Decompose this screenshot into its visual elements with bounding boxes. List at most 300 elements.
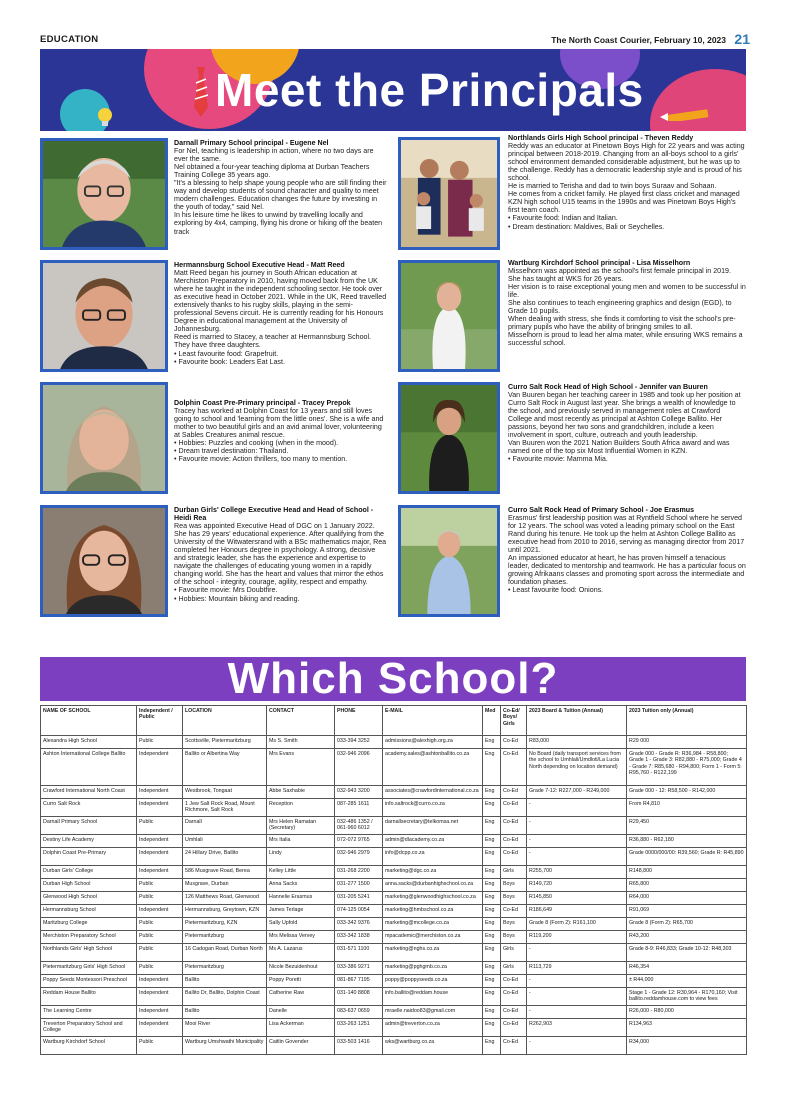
table-row	[41, 892, 747, 905]
bulb-icon	[96, 107, 114, 129]
table-cell: Grade 8-9: R46,833; Grade 10-12: R48,303	[627, 944, 747, 962]
principal-profile-heidi-rea	[174, 506, 388, 603]
table-cell: Destiny Life Academy	[41, 835, 137, 848]
table-cell: Co-Ed	[501, 988, 527, 1006]
table-cell: R64,000	[627, 892, 747, 905]
column-header: CONTACT	[267, 706, 335, 736]
table-cell: Grade 0000/000/00: R39,560; Grade R: R45,890	[627, 848, 747, 866]
profile-paragraph: Tracey has worked at Dolphin Coast for 13 years and still loves going to school and 'learning from the little ones'. She is a wife and mother to two beautiful girls and an avid animal lover, volunteering at Sables Creatures animal rescue.	[174, 407, 384, 440]
table-cell: Independent	[137, 975, 183, 988]
table-cell: Anna Sacks	[267, 879, 335, 892]
table-cell: Girls	[501, 962, 527, 975]
table-cell: Durban High School	[41, 879, 137, 892]
profile-title: Darnall Primary School principal - Eugene Nel	[174, 139, 329, 147]
table-cell: 074-125 0054	[335, 905, 383, 918]
table-cell: Eng	[483, 988, 501, 1006]
table-cell: marketing@hmbschool.co.za	[383, 905, 483, 918]
table-cell: Abbe Saxhabie	[267, 786, 335, 799]
table-cell: R186,649	[527, 905, 627, 918]
table-cell: admin@treverton.co.za	[383, 1019, 483, 1037]
table-cell: Eng	[483, 944, 501, 962]
table-cell: Westbrook, Tongaat	[183, 786, 267, 799]
table-cell: Lindy	[267, 848, 335, 866]
table-cell: Eng	[483, 975, 501, 988]
table-cell: 081-867 7195	[335, 975, 383, 988]
profile-paragraph: • Favourite movie: Action thrillers, too many to mention.	[174, 455, 348, 464]
table-cell: Grade 000 - 12: R58,500 - R142,000	[627, 786, 747, 799]
which-school-banner	[40, 654, 746, 703]
table-cell: Public	[137, 944, 183, 962]
page-number: 21	[734, 31, 750, 47]
table-cell: 032-946 2096	[335, 749, 383, 786]
table-cell: Eng	[483, 866, 501, 879]
table-cell: No Board (daily transport services from the school to Umhlali/Umdloti/La Lucia North depending on location demand)	[527, 749, 627, 786]
table-cell: Mrs Melissa Vervey	[267, 931, 335, 944]
pen-icon	[660, 105, 716, 121]
table-cell: Caitlin Govender	[267, 1037, 335, 1055]
table-cell: 033-503 1416	[335, 1037, 383, 1055]
table-cell: From R4,810	[627, 799, 747, 817]
table-cell: 033-386 9271	[335, 962, 383, 975]
profile-paragraph: • Favourite movie: Mrs Doubtfire.	[174, 586, 278, 595]
table-cell: -	[527, 1006, 627, 1019]
table-cell: 032-946 2979	[335, 848, 383, 866]
table-cell: R46,354	[627, 962, 747, 975]
table-cell: -	[527, 799, 627, 817]
table-cell: Hermannsburg, Greytown, KZN	[183, 905, 267, 918]
table-cell: Reception	[267, 799, 335, 817]
table-row	[41, 1006, 747, 1019]
table-cell: Ballito	[183, 1006, 267, 1019]
principal-photo-matt-reed	[40, 260, 168, 372]
table-cell: 087-285 1611	[335, 799, 383, 817]
profile-title: Curro Salt Rock Head of Primary School - Joe Erasmus	[508, 506, 695, 514]
table-cell: info.ballito@reddam.house	[383, 988, 483, 1006]
profile-paragraph: • Hobbies: Puzzles and cooking (when in the mood).	[174, 439, 339, 448]
table-cell: Eng	[483, 786, 501, 799]
decorative-blob	[650, 69, 746, 131]
profile-paragraph: Matt Reed began his journey in South African education at Merchiston Preparatory in 2010, having moved back from the UK where he taught in the independent schooling sector. He took over as executive head in October 2021. While in the UK, Reed travelled extensively thanks to his rugby skills, playing in the semi-professional Sevens circuit. He is currently reading for his Honours Degree in educational management at the University of Johannesburg.	[174, 269, 387, 334]
table-cell: Co-Ed	[501, 736, 527, 749]
table-cell: Co-Ed	[501, 786, 527, 799]
table-cell: Boys	[501, 931, 527, 944]
table-cell: marketing@dgc.co.za	[383, 866, 483, 879]
table-row	[41, 975, 747, 988]
table-cell: Co-Ed	[501, 749, 527, 786]
table-cell: Public	[137, 892, 183, 905]
table-cell: Eng	[483, 1006, 501, 1019]
table-cell: Ms S. Smith	[267, 736, 335, 749]
table-cell: Ms A. Lazarus	[267, 944, 335, 962]
table-cell: 033-394 3252	[335, 736, 383, 749]
table-cell: Musgrave, Durban	[183, 879, 267, 892]
table-cell: Mrs Evans	[267, 749, 335, 786]
column-header: E-MAIL	[383, 706, 483, 736]
profile-paragraph: For Nel, teaching is leadership in action, where no two days are ever the same.	[174, 147, 374, 164]
table-cell: Public	[137, 931, 183, 944]
table-cell: Independent	[137, 799, 183, 817]
table-cell: -	[527, 817, 627, 835]
table-cell: R29 000	[627, 736, 747, 749]
table-cell: R148,800	[627, 866, 747, 879]
principal-profile-matt-reed	[174, 261, 388, 366]
column-header: 2023 Tuition only (Annual)	[627, 706, 747, 736]
table-cell: marketing@glenwoodhighschool.co.za	[383, 892, 483, 905]
principal-photo-heidi-rea	[40, 505, 168, 617]
table-cell: R36,880 - R62,180	[627, 835, 747, 848]
principal-photo-joe-erasmus	[398, 505, 500, 617]
table-row	[41, 799, 747, 817]
table-cell: 072-072 9765	[335, 835, 383, 848]
table-cell: Hermannsburg School	[41, 905, 137, 918]
table-cell: Public	[137, 736, 183, 749]
table-cell: mraelle.naidoo83@gmail.com	[383, 1006, 483, 1019]
table-cell: Eng	[483, 892, 501, 905]
page-header	[40, 32, 750, 48]
table-cell: Stage 1 - Grade 12: R30,964 - R170,160; Visit ballito.reddamhouse.com to view fees	[627, 988, 747, 1006]
table-cell: 032-486 1352 / 061-960 6012	[335, 817, 383, 835]
which-school-title: Which School?	[227, 654, 559, 703]
table-cell: academy.sales@ashtonballito.co.za	[383, 749, 483, 786]
table-row	[41, 1037, 747, 1055]
profile-paragraph: In his leisure time he likes to unwind by travelling locally and exploring by 4x4, camping, flying his drone or hiking off the beaten track	[174, 211, 383, 236]
profile-title: Dolphin Coast Pre-Primary principal - Tracey Prepok	[174, 399, 351, 407]
table-row	[41, 817, 747, 835]
table-cell: mpacademic@merchiston.co.za	[383, 931, 483, 944]
table-cell: -	[527, 975, 627, 988]
table-cell: Ballito	[183, 975, 267, 988]
profile-paragraph: Rea was appointed Executive Head of DGC on 1 January 2022. She has 29 years' educational experience. After qualifying from the University of the Witwatersrand with a BSc mathematics major, Rea completed her Honours degree in psychology. A strong, decisive and strategic leader, she has the experience and expertise to navigate the challenges of educating young women in a rapidly changing world. She has the heart and values that mirror the ethos of the school - integrity, courage, agility, respect and empathy.	[174, 522, 387, 587]
table-cell: admin@dlacademy.co.za	[383, 835, 483, 848]
table-cell: Poppy Poretti	[267, 975, 335, 988]
table-cell: 586 Musgrave Road, Berea	[183, 866, 267, 879]
table-cell: Curro Salt Rock	[41, 799, 137, 817]
table-row	[41, 931, 747, 944]
table-row	[41, 736, 747, 749]
table-cell: Poppy Seeds Montessori Preschool	[41, 975, 137, 988]
profile-paragraph: Nel obtained a four-year teaching diploma at Durban Teachers Training College 35 years ago.	[174, 163, 370, 180]
table-row	[41, 879, 747, 892]
table-cell: 031-571 1100	[335, 944, 383, 962]
table-cell: Eng	[483, 799, 501, 817]
profile-paragraph: An impassioned educator at heart, he has proven himself a tenacious leader, dedicated to mentorship and teamwork. He has a particular focus on growing Afrikaans classes and promoting sport across the intermediate and foundation phases.	[508, 554, 746, 587]
table-cell: R26,000 - R80,000	[627, 1006, 747, 1019]
table-cell: Co-Ed	[501, 1037, 527, 1055]
table-cell: Eng	[483, 835, 501, 848]
table-cell: Pietermaritzburg	[183, 962, 267, 975]
table-row	[41, 866, 747, 879]
table-cell: Independent	[137, 786, 183, 799]
table-cell: Co-Ed	[501, 1006, 527, 1019]
profile-paragraph: Misselhorn is proud to lead her alma mater, while ensuring WKS remains a successful school.	[508, 331, 743, 348]
profile-title: Wartburg Kirchdorf School principal - Lisa Misselhorn	[508, 259, 691, 267]
tie-icon	[190, 67, 212, 119]
table-cell: Wartburg Kirchdorf School	[41, 1037, 137, 1055]
table-cell: Treverton Preparatory School and College	[41, 1019, 137, 1037]
profile-paragraph: He is married to Terisha and dad to twin boys Suraav and Sohaan.	[508, 182, 717, 191]
table-cell: anna.sacks@durbanhighschool.co.za	[383, 879, 483, 892]
profile-paragraph: Van Buuren won the 2021 Nation Builders South Africa award and was named one of the top six Most Influential Women in KZN.	[508, 439, 730, 456]
column-header: Independent / Public	[137, 706, 183, 736]
table-cell: Independent	[137, 749, 183, 786]
profile-paragraph: "It's a blessing to help shape young people who are still finding their way and develop students of sound character and quality to meet modern challenges. Education changes the future by investing in the youth of today," said Nel.	[174, 179, 387, 212]
table-row	[41, 918, 747, 931]
table-cell: Pietermaritzburg	[183, 931, 267, 944]
column-header: PHONE	[335, 706, 383, 736]
table-cell: Boys	[501, 918, 527, 931]
table-row	[41, 835, 747, 848]
table-cell: Public	[137, 918, 183, 931]
table-cell: info@dcpp.co.za	[383, 848, 483, 866]
publication-info: The North Coast Courier, February 10, 2023	[551, 35, 726, 45]
profile-title: Northlands Girls High School principal - Theven Reddy	[508, 134, 694, 142]
table-row	[41, 749, 747, 786]
profile-paragraph: He comes from a cricket family. He played first class cricket and managed KZN high school U15 teams in the 1990s and was Pinetown Boys High's first team coach.	[508, 190, 740, 215]
table-cell: Co-Ed	[501, 817, 527, 835]
table-cell: Co-Ed	[501, 835, 527, 848]
table-row	[41, 1019, 747, 1037]
table-cell: 031-268 2200	[335, 866, 383, 879]
profile-title: Durban Girls' College Executive Head and Head of School - Heidi Rea	[174, 506, 374, 523]
table-cell: Independent	[137, 988, 183, 1006]
column-header: LOCATION	[183, 706, 267, 736]
table-cell: R149,720	[527, 879, 627, 892]
principal-profile-lisa-misselhorn	[508, 259, 746, 348]
table-cell: Ballito or Albertina Way	[183, 749, 267, 786]
table-cell: marketing@pghgmb.co.za	[383, 962, 483, 975]
table-cell: Mooi River	[183, 1019, 267, 1037]
table-cell: darnallsecretary@telkomsa.net	[383, 817, 483, 835]
table-cell: Eng	[483, 749, 501, 786]
principal-profile-theven-reddy	[508, 134, 746, 231]
principal-photo-theven-reddy	[398, 137, 500, 250]
table-header-row	[41, 706, 747, 736]
table-cell: Eng	[483, 1037, 501, 1055]
table-cell: R119,200	[527, 931, 627, 944]
table-cell: Umhlali	[183, 835, 267, 848]
table-cell: R134,963	[627, 1019, 747, 1037]
table-cell: Pietermaritzburg Girls' High School	[41, 962, 137, 975]
table-cell: Glenwood High School	[41, 892, 137, 905]
table-cell: Merchiston Preparatory School	[41, 931, 137, 944]
table-cell: R113,729	[527, 962, 627, 975]
table-cell: R145,850	[527, 892, 627, 905]
table-row	[41, 988, 747, 1006]
profile-paragraph: • Least favourite food: Grapefruit.	[174, 349, 279, 358]
table-cell: Maritzburg College	[41, 918, 137, 931]
table-cell: Mrs Helen Ramatan (Secretary)	[267, 817, 335, 835]
table-cell: Independent	[137, 1006, 183, 1019]
table-cell: 126 Matthews Road, Glenwood	[183, 892, 267, 905]
table-cell: Co-Ed	[501, 848, 527, 866]
profile-paragraph: Her vision is to raise exceptional young men and women to be successful in life.	[508, 283, 746, 300]
table-cell: Grade 8 (Form 2): R65,700	[627, 918, 747, 931]
profile-paragraph: Van Buuren began her teaching career in 1985 and took up her position at Curro Salt Rock in August last year. She brings a wealth of knowledge to the school, and previously served in management roles at Crawford College and most recently as principal at Ashton College Ballito. Her passions, beyond her two sons and grandchildren, include a keen involvement in sport, culture, outreach and youth leadership.	[508, 391, 741, 440]
table-cell: 1 Jew Salt Rock Road, Mount Richmore, Salt Rock	[183, 799, 267, 817]
table-cell: Sally Upfold	[267, 918, 335, 931]
table-cell: The Learning Centre	[41, 1006, 137, 1019]
table-cell: wks@wartburg.co.za	[383, 1037, 483, 1055]
table-cell: -	[527, 1037, 627, 1055]
profile-title: Curro Salt Rock Head of High School - Jennifer van Buuren	[508, 383, 708, 391]
table-cell: Scottsville, Pietermaritzburg	[183, 736, 267, 749]
table-cell: 24 Hillary Drive, Ballito	[183, 848, 267, 866]
table-cell: Lisa Ackerman	[267, 1019, 335, 1037]
table-cell: ± R44,000	[627, 975, 747, 988]
table-cell: associates@crawfordinternational.co.za	[383, 786, 483, 799]
table-cell: admissions@alexhigh.org.za	[383, 736, 483, 749]
profile-paragraph: • Dream destination: Maldives, Bali or Seychelles.	[508, 222, 665, 231]
table-cell: Eng	[483, 1019, 501, 1037]
table-cell: Eng	[483, 848, 501, 866]
table-cell: Independent	[137, 905, 183, 918]
table-cell: Catherine Raw	[267, 988, 335, 1006]
schools-table	[40, 705, 747, 1055]
table-cell: Eng	[483, 905, 501, 918]
table-cell: 033-342 9376	[335, 918, 383, 931]
principal-photo-eugene-nel	[40, 138, 168, 250]
table-cell: Grade 7-12: R227,000 - R249,000	[527, 786, 627, 799]
column-header: NAME OF SCHOOL	[41, 706, 137, 736]
profile-paragraph: Erasmus' first leadership position was at Ryntfield School where he served for 12 years. The school was voted a leading primary school on the East Rand during his tenure. He took up the helm at Ashton College Ballito as executive head from 2010 to 2016, serving as managing director from 2017 until 2021.	[508, 514, 745, 555]
profile-paragraph: She also continues to teach engineering graphics and design (EGD), to Grade 10 pupils.	[508, 299, 732, 316]
table-cell: Eng	[483, 879, 501, 892]
table-cell: -	[527, 988, 627, 1006]
table-cell: Danelle	[267, 1006, 335, 1019]
table-cell: 031-277 1500	[335, 879, 383, 892]
table-cell: marketing@mcollege.co.za	[383, 918, 483, 931]
table-cell: Public	[137, 817, 183, 835]
table-cell: R262,903	[527, 1019, 627, 1037]
table-cell: Alexandra High School	[41, 736, 137, 749]
principal-profile-tracey-prepok	[174, 399, 388, 463]
table-cell: Northlands Girls' High School	[41, 944, 137, 962]
table-cell: Co-Ed	[501, 1019, 527, 1037]
profile-title: Hermannsburg School Executive Head - Matt Reed	[174, 261, 345, 269]
table-cell: James Terlage	[267, 905, 335, 918]
table-cell: 083-637 0659	[335, 1006, 383, 1019]
table-cell: Eng	[483, 736, 501, 749]
table-cell: Girls	[501, 944, 527, 962]
table-cell: 033-263 1251	[335, 1019, 383, 1037]
table-cell: Independent	[137, 866, 183, 879]
table-cell: Nicole Bezuidenhout	[267, 962, 335, 975]
profile-paragraph: Reddy was an educator at Pinetown Boys High for 22 years and was acting principal between 2018-2019. Changing from an all-boys school to a girls' school environment demanded considerable adjustment, but he was up to the challenge. Reddy has a democratic leadership style and is proud of his school.	[508, 142, 745, 183]
table-cell: Boys	[501, 879, 527, 892]
table-cell: Eng	[483, 962, 501, 975]
profile-paragraph: • Hobbies: Mountain biking and reading.	[174, 594, 300, 603]
table-cell: -	[527, 848, 627, 866]
table-cell: Eng	[483, 817, 501, 835]
table-cell: 16 Cadogan Road, Durban North	[183, 944, 267, 962]
principal-profile-eugene-nel	[174, 139, 388, 236]
table-cell: Co-Ed	[501, 975, 527, 988]
table-cell: Wartburg Umshwathi Municipality	[183, 1037, 267, 1055]
table-cell: Co-Ed	[501, 799, 527, 817]
table-row	[41, 786, 747, 799]
table-cell: 031-205 5241	[335, 892, 383, 905]
profile-paragraph: She has taught at WKS for 26 years.	[508, 275, 624, 284]
meet-the-principals-banner	[40, 49, 746, 131]
table-row	[41, 848, 747, 866]
profile-paragraph: • Dream travel destination: Thailand.	[174, 447, 289, 456]
table-cell: Public	[137, 962, 183, 975]
table-cell: R255,700	[527, 866, 627, 879]
table-cell: R34,000	[627, 1037, 747, 1055]
table-row	[41, 905, 747, 918]
profile-paragraph: Misselhorn was appointed as the school's first female principal in 2019.	[508, 267, 731, 276]
table-cell: Boys	[501, 892, 527, 905]
column-header: Med	[483, 706, 501, 736]
principal-profile-jennifer-van-buuren	[508, 383, 746, 463]
profile-paragraph: Reed is married to Stacey, a teacher at Hermannsburg School. They have three daughters.	[174, 333, 372, 350]
profile-paragraph: When dealing with stress, she finds it comforting to visit the school's pre-primary pupils who have the ability of bringing smiles to all.	[508, 315, 736, 332]
table-cell: Durban Girls' College	[41, 866, 137, 879]
profile-paragraph: • Least favourite food: Onions.	[508, 586, 604, 595]
profile-paragraph: • Favourite food: Indian and Italian.	[508, 214, 618, 223]
table-cell: Eng	[483, 931, 501, 944]
table-cell: Girls	[501, 866, 527, 879]
table-cell: 033-342 1838	[335, 931, 383, 944]
table-cell: Hannelie Erasmus	[267, 892, 335, 905]
table-cell: -	[527, 944, 627, 962]
table-cell: Independent	[137, 1019, 183, 1037]
table-cell: info.saltrock@curro.co.za	[383, 799, 483, 817]
principal-photo-lisa-misselhorn	[398, 260, 500, 372]
table-cell: Darnall	[183, 817, 267, 835]
table-cell: Darnall Primary School	[41, 817, 137, 835]
table-cell: Independent	[137, 848, 183, 866]
table-cell: Ashton International College Ballito	[41, 749, 137, 786]
banner-title: Meet the Principals	[215, 64, 644, 116]
table-cell: Mrs Italia	[267, 835, 335, 848]
section-label: EDUCATION	[40, 34, 99, 45]
principal-profile-joe-erasmus	[508, 506, 746, 595]
table-cell: Kelley Little	[267, 866, 335, 879]
table-cell: R29,450	[627, 817, 747, 835]
table-cell: Ballito Dr, Ballito, Dolphin Coast	[183, 988, 267, 1006]
table-cell: Public	[137, 879, 183, 892]
table-cell: Reddam House Ballito	[41, 988, 137, 1006]
table-row	[41, 944, 747, 962]
table-cell: Crawford International North Coast	[41, 786, 137, 799]
table-cell: Pietermaritzburg, KZN	[183, 918, 267, 931]
column-header: 2023 Board & Tuition (Annual)	[527, 706, 627, 736]
table-cell: R43,200	[627, 931, 747, 944]
table-cell: Independent	[137, 835, 183, 848]
principal-photo-jennifer-van-buuren	[398, 382, 500, 494]
table-cell: marketing@nghs.co.za	[383, 944, 483, 962]
table-row	[41, 962, 747, 975]
table-cell: Grade 000 - Grade R: R36,984 - R58,800; Grade 1 - Grade 3: R82,880 - R75,000; Grade 4 - Grade 7: R85,680 - R94,800; Form 1 - Form 5: R95,760 - R122,199	[627, 749, 747, 786]
principal-photo-tracey-prepok	[40, 382, 168, 494]
table-cell: R65,800	[627, 879, 747, 892]
table-cell: 031-140 8808	[335, 988, 383, 1006]
table-cell: Dolphin Coast Pre-Primary	[41, 848, 137, 866]
table-cell: 032-943 3200	[335, 786, 383, 799]
profile-paragraph: • Favourite movie: Mamma Mia.	[508, 455, 608, 464]
table-cell: Co-Ed	[501, 905, 527, 918]
table-cell: Eng	[483, 918, 501, 931]
table-cell: R91,069	[627, 905, 747, 918]
table-cell: Grade 8 (Form 2): R161,100	[527, 918, 627, 931]
table-cell: R83,000	[527, 736, 627, 749]
profile-paragraph: • Favourite book: Leaders Eat Last.	[174, 357, 285, 366]
column-header: Co-Ed/ Boys/ Girls	[501, 706, 527, 736]
table-cell: poppy@poppyseeds.co.za	[383, 975, 483, 988]
table-cell: -	[527, 835, 627, 848]
table-cell: Public	[137, 1037, 183, 1055]
